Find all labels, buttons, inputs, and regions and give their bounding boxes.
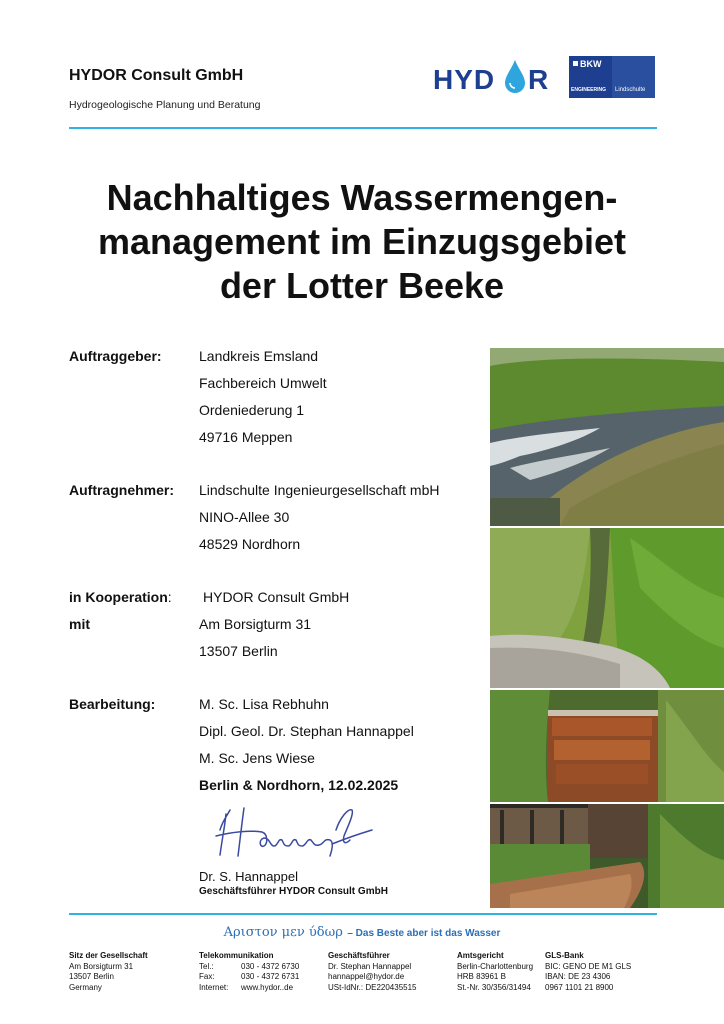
footer-col-management-row-1: Dr. Stephan Hannappel xyxy=(328,961,412,971)
footer-col-management-heading: Geschäftsführer xyxy=(328,951,390,960)
bkw-logo-engineering: ENGINEERING xyxy=(571,87,607,93)
hydor-logo xyxy=(431,56,561,96)
footer-col-seat-row-3: Germany xyxy=(69,982,102,992)
footer-col-bank-row-3: 0967 1101 21 8900 xyxy=(545,982,614,992)
handwritten-signature xyxy=(212,800,377,865)
footer-internet-value[interactable]: www.hydor..de xyxy=(241,982,294,992)
page-title xyxy=(40,176,684,308)
footer-col-bank-row-1: BIC: GENO DE M1 GLS xyxy=(545,961,632,971)
contractor-line-2: NINO-Allee 30 xyxy=(199,509,290,525)
footer-col-bank-heading: GLS-Bank xyxy=(545,951,584,960)
footer-col-management xyxy=(328,951,417,993)
editor-1: M. Sc. Lisa Rebhuhn xyxy=(199,696,329,712)
cooperation-label xyxy=(69,589,172,605)
header-divider xyxy=(69,127,657,129)
motto xyxy=(0,923,724,941)
company-tagline: Hydrogeologische Planung und Beratung xyxy=(69,99,261,111)
title-line-2: management im Einzugsgebiet xyxy=(97,221,627,262)
footer-divider xyxy=(69,913,657,915)
signer-name: Dr. S. Hannappel xyxy=(199,869,299,884)
place-date: Berlin & Nordhorn, 12.02.2025 xyxy=(199,777,399,793)
client-line-3: Ordeniederung 1 xyxy=(199,402,305,418)
photo-weir-steps xyxy=(490,690,724,802)
title-line-3: der Lotter Beeke xyxy=(219,265,505,306)
editing-label: Bearbeitung: xyxy=(69,696,156,712)
footer-col-court-heading: Amtsgericht xyxy=(457,951,504,960)
bkw-logo-lindschulte: Lindschulte xyxy=(615,87,646,93)
signer-role: Geschäftsführer HYDOR Consult GmbH xyxy=(199,886,388,897)
bkw-logo-name: BKW xyxy=(580,59,602,69)
footer-col-bank-row-2: IBAN: DE 23 4306 xyxy=(545,972,611,981)
editor-2: Dipl. Geol. Dr. Stephan Hannappel xyxy=(199,723,414,739)
footer-col-bank xyxy=(545,951,631,993)
client-label: Auftraggeber: xyxy=(69,348,162,364)
footer-col-seat-row-2: 13507 Berlin xyxy=(69,972,114,981)
footer-col-court-row-2: HRB 83961 B xyxy=(457,972,506,981)
footer-fax-value: 030 - 4372 6731 xyxy=(241,972,300,981)
footer-col-telecom-heading: Telekommunikation xyxy=(199,951,274,960)
footer-col-seat xyxy=(69,951,148,993)
photo-mill-stream xyxy=(490,804,724,908)
footer-fax-key: Fax: xyxy=(199,972,215,981)
svg-text:R: R xyxy=(528,64,549,95)
bkw-mark-icon xyxy=(573,61,578,66)
title-line-1: Nachhaltiges Wassermengen- xyxy=(106,177,618,218)
footer-tel-value: 030 - 4372 6730 xyxy=(241,961,300,971)
footer-tel-key: Tel.: xyxy=(199,961,214,971)
contractor-label: Auftragnehmer: xyxy=(69,482,175,498)
client-line-4: 49716 Meppen xyxy=(199,429,293,445)
footer-col-seat-row-1: Am Borsigturm 31 xyxy=(69,961,134,971)
cooperation-line-2: Am Borsigturm 31 xyxy=(199,616,312,632)
contractor-line-1: Lindschulte Ingenieurgesellschaft mbH xyxy=(199,482,440,498)
footer-col-court xyxy=(457,951,533,993)
footer-col-court-row-1: Berlin-Charlottenburg xyxy=(457,961,534,971)
footer-col-seat-heading: Sitz der Gesellschaft xyxy=(69,951,148,960)
editor-3: M. Sc. Jens Wiese xyxy=(199,750,315,766)
bkw-logo xyxy=(569,56,655,98)
cooperation-label-text: in Kooperation xyxy=(69,589,168,605)
footer-internet-key: Internet: xyxy=(199,982,229,992)
footer-email-link[interactable]: hannappel@hydor.de xyxy=(328,972,405,981)
cooperation-label-with: mit xyxy=(69,616,90,632)
client-line-2: Fachbereich Umwelt xyxy=(199,375,327,391)
footer-col-court-row-3: St.-Nr. 30/356/31494 xyxy=(457,982,531,992)
photo-grass-ditch xyxy=(490,528,724,688)
cooperation-label-colon: : xyxy=(167,589,172,605)
contractor-line-3: 48529 Nordhorn xyxy=(199,536,301,552)
footer-col-management-row-3: USt-IdNr.: DE220435515 xyxy=(328,982,417,992)
photo-stream-rapids xyxy=(490,348,724,526)
cooperation-line-1: HYDOR Consult GmbH xyxy=(203,589,350,605)
motto-greek: Αριστον μεν ύδωρ xyxy=(223,925,343,940)
motto-translation: – Das Beste aber ist das Wasser xyxy=(347,928,501,939)
company-name: HYDOR Consult GmbH xyxy=(69,67,244,84)
footer-col-telecom xyxy=(199,951,299,993)
client-line-1: Landkreis Emsland xyxy=(199,348,319,364)
svg-text:HYD: HYD xyxy=(433,64,496,95)
cooperation-line-3: 13507 Berlin xyxy=(199,643,278,659)
